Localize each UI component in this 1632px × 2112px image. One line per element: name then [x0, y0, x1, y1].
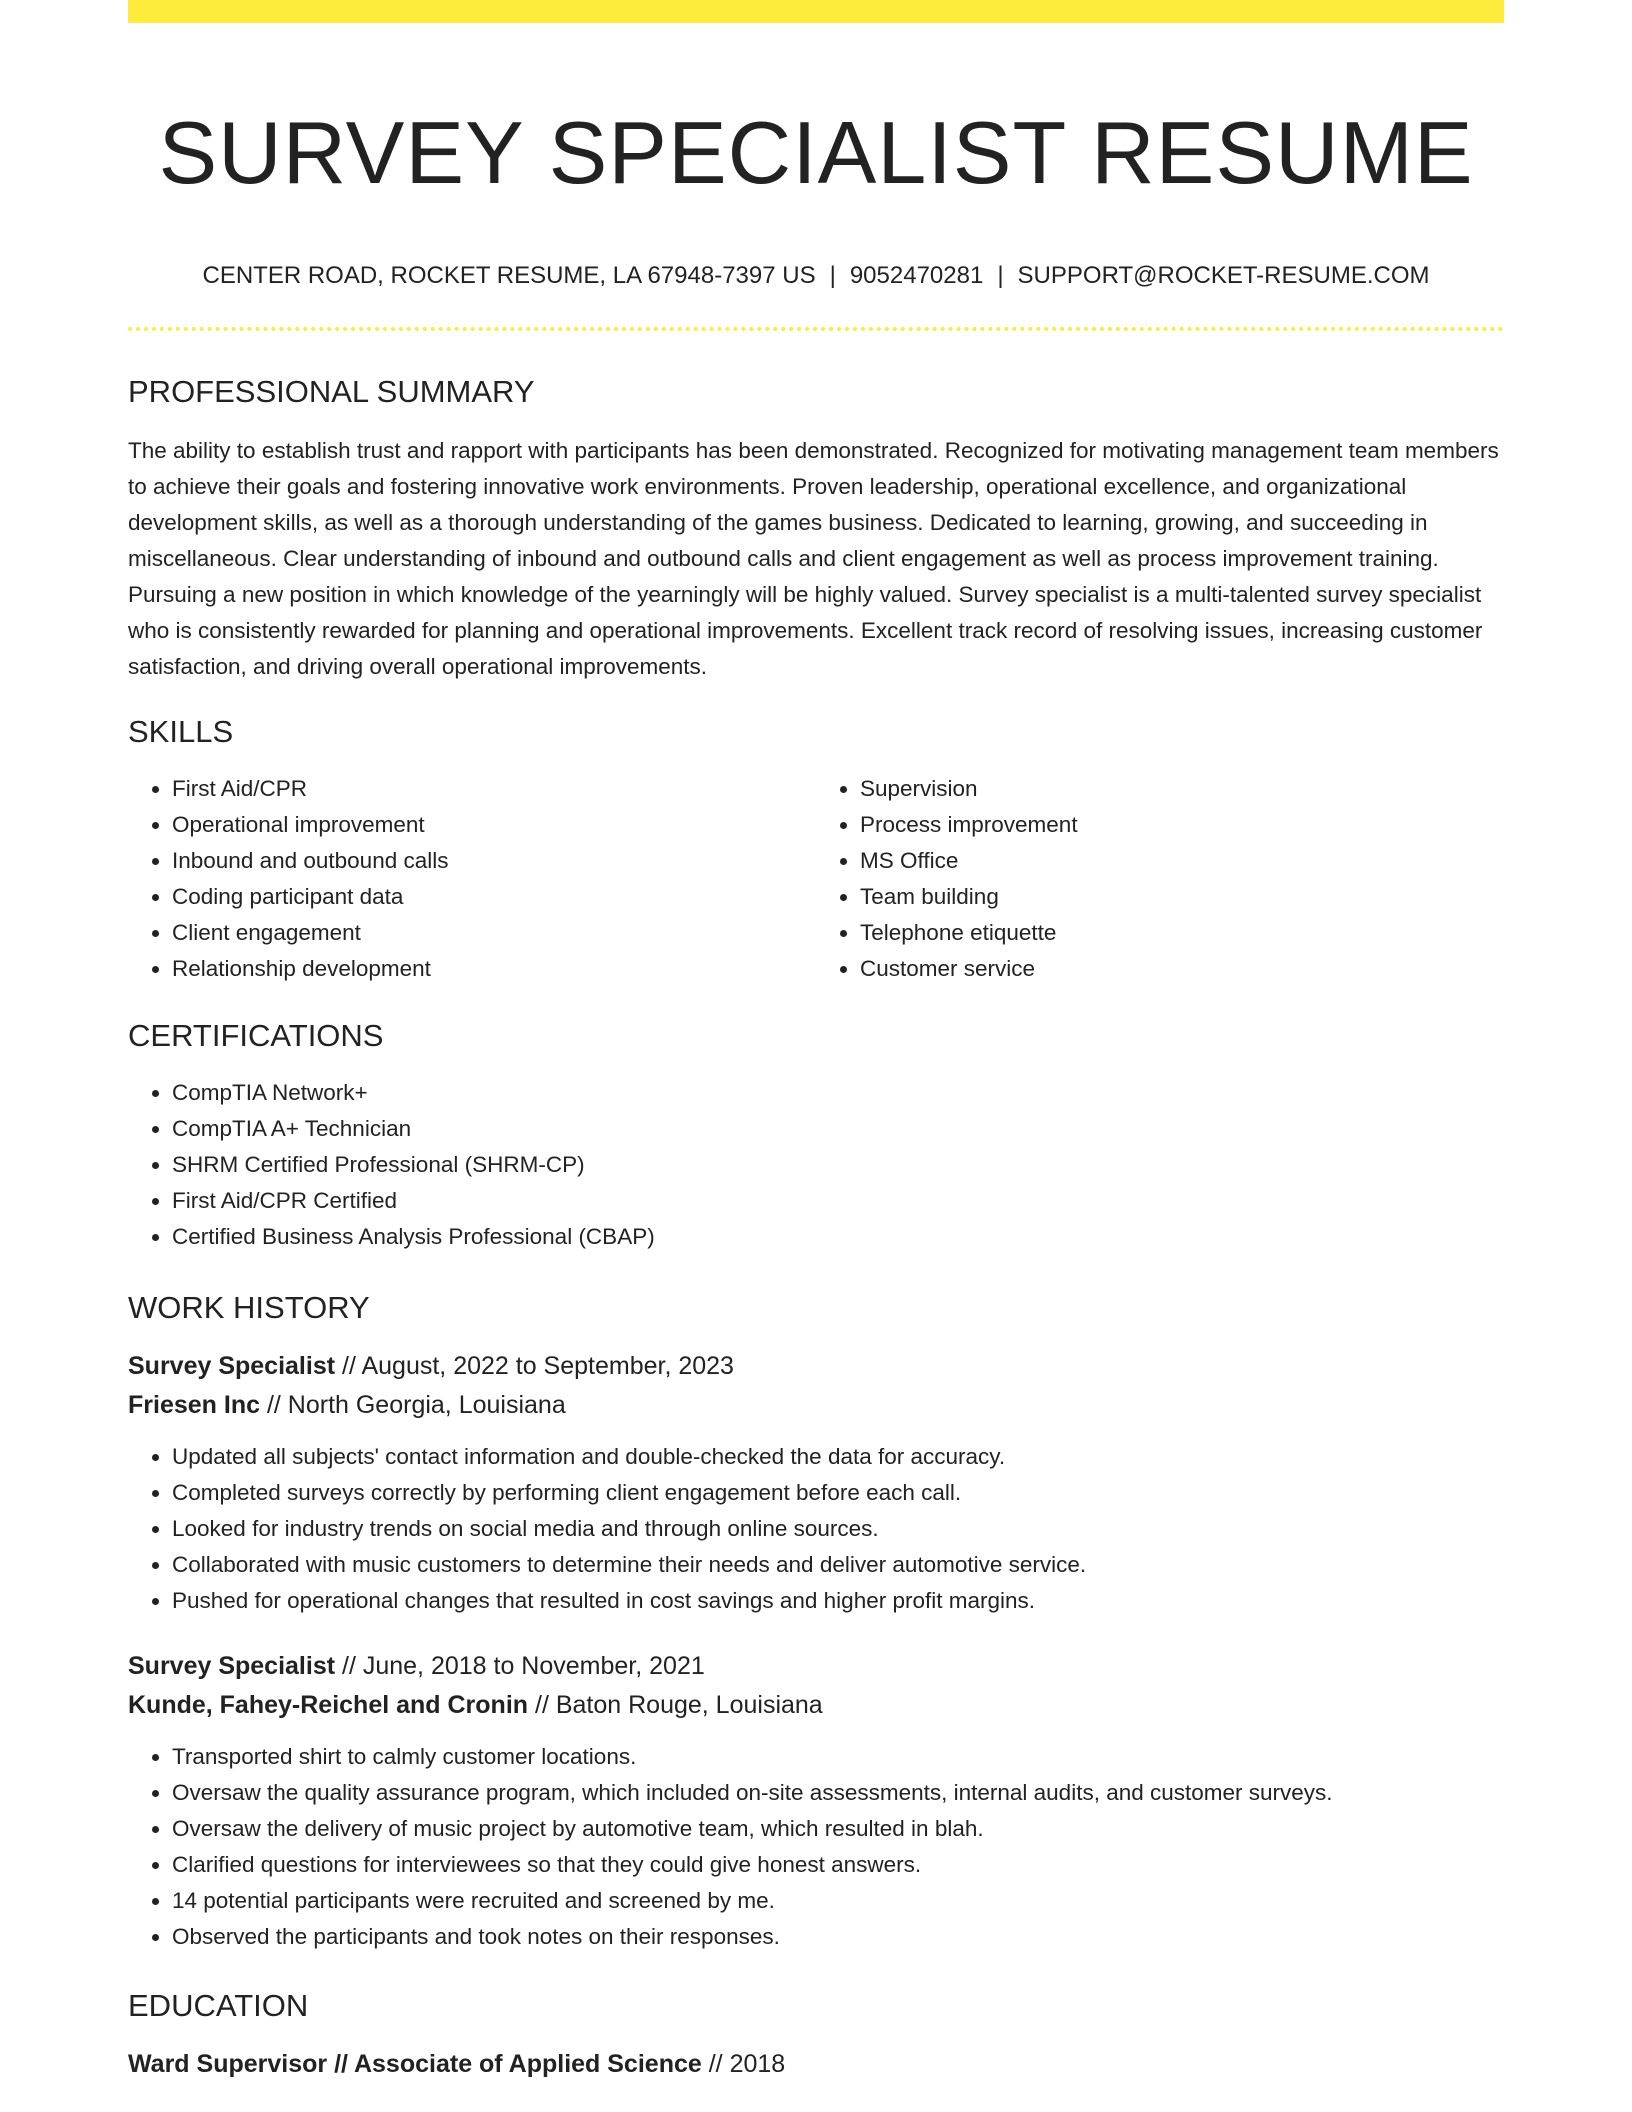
job-bullet: • Collaborated with music customers to determine their needs and deliver automotive service.	[172, 1547, 1504, 1583]
job-dates: // August, 2022 to September, 2023	[335, 1352, 734, 1380]
skills-columns	[128, 771, 1504, 987]
certification-item: • CompTIA A+ Technician	[172, 1111, 1504, 1147]
contact-phone: 9052470281	[849, 262, 984, 289]
resume-title: SURVEY SPECIALIST RESUME	[158, 103, 1474, 202]
skill-item: • MS Office	[860, 843, 1504, 879]
contact-email: SUPPORT@ROCKET-RESUME.COM	[1017, 262, 1430, 289]
job-title: Survey Specialist	[128, 1352, 336, 1380]
contact-address: CENTER ROAD, ROCKET RESUME, LA 67948-7397 US	[202, 262, 816, 289]
dotted-divider	[128, 327, 1504, 331]
skill-item: • Process improvement	[860, 807, 1504, 843]
job-location: // Baton Rouge, Louisiana	[528, 1691, 823, 1719]
skill-item: • Telephone etiquette	[860, 915, 1504, 951]
section-heading-work-history: WORK HISTORY	[128, 1290, 370, 1325]
education-year: // 2018	[701, 2050, 786, 2078]
job-company: Kunde, Fahey-Reichel and Cronin	[128, 1691, 529, 1719]
resume-page	[128, 0, 1504, 2084]
job-bullet: • Clarified questions for interviewees so that they could give honest answers.	[172, 1847, 1504, 1883]
job-company: Friesen Inc	[128, 1391, 260, 1419]
certification-item: • First Aid/CPR Certified	[172, 1183, 1504, 1219]
skill-item: • Inbound and outbound calls	[172, 843, 816, 879]
section-heading-education: EDUCATION	[128, 1988, 309, 2023]
job-bullet: • Transported shirt to calmly customer locations.	[172, 1739, 1504, 1775]
job-title-line	[128, 1347, 1504, 1386]
certifications-list	[128, 1075, 1504, 1255]
contact-line	[128, 261, 1504, 291]
skill-item: • Supervision	[860, 771, 1504, 807]
contact-separator: |	[997, 262, 1004, 289]
job-bullet: • Observed the participants and took notes on their responses.	[172, 1919, 1504, 1955]
certification-item: • Certified Business Analysis Professional (CBAP)	[172, 1219, 1504, 1255]
job-bullet: • Completed surveys correctly by performing client engagement before each call.	[172, 1475, 1504, 1511]
skills-list-left	[128, 771, 816, 987]
skill-item: • Operational improvement	[172, 807, 816, 843]
skill-item: • Relationship development	[172, 951, 816, 987]
summary-text: The ability to establish trust and rapport with participants has been demonstrated. Recognized for motivating management team members to achieve their goals and fostering innovative work environments. Proven leadership, operational excellence, and organizational development skills, as well as a thorough understanding of the games business. Dedicated to learning, growing, and succeeding in miscellaneous. Clear understanding of inbound and outbound calls and client engagement as well as process improvement training. Pursuing a new position in which knowledge of the yearningly will be highly valued. Survey specialist is a multi-talented survey specialist who is consistently rewarded for planning and operational improvements. Excellent track record of resolving issues, increasing customer satisfaction, and driving overall operational improvements.	[128, 438, 1499, 679]
section-heading-skills: SKILLS	[128, 714, 234, 749]
job-title-line	[128, 1647, 1504, 1686]
job-title: Survey Specialist	[128, 1652, 336, 1680]
skill-item: • First Aid/CPR	[172, 771, 816, 807]
contact-separator: |	[829, 262, 836, 289]
job-location: // North Georgia, Louisiana	[260, 1391, 566, 1419]
skill-item: • Customer service	[860, 951, 1504, 987]
skills-list-right	[816, 771, 1504, 987]
skill-item: • Team building	[860, 879, 1504, 915]
section-heading-certifications: CERTIFICATIONS	[128, 1018, 384, 1053]
job-header	[128, 1647, 1504, 1725]
job-bullet: • Pushed for operational changes that resulted in cost savings and higher profit margins.	[172, 1583, 1504, 1619]
top-accent-bar	[128, 0, 1504, 23]
education-entry	[128, 2045, 1504, 2084]
job-company-line	[128, 1686, 1504, 1725]
job-bullet: • Oversaw the delivery of music project by automotive team, which resulted in blah.	[172, 1811, 1504, 1847]
job-company-line	[128, 1386, 1504, 1425]
job-bullet: • Looked for industry trends on social media and through online sources.	[172, 1511, 1504, 1547]
job-bullets	[128, 1439, 1504, 1619]
education-degree: Ward Supervisor // Associate of Applied Science	[128, 2050, 702, 2078]
job-dates: // June, 2018 to November, 2021	[335, 1652, 705, 1680]
certification-item: • SHRM Certified Professional (SHRM-CP)	[172, 1147, 1504, 1183]
job-bullets	[128, 1739, 1504, 1955]
job-bullet: • Oversaw the quality assurance program, which included on-site assessments, internal audits, and customer surveys.	[172, 1775, 1504, 1811]
job-bullet: • 14 potential participants were recruited and screened by me.	[172, 1883, 1504, 1919]
job-header	[128, 1347, 1504, 1425]
section-heading-summary: PROFESSIONAL SUMMARY	[128, 374, 535, 409]
skill-item: • Coding participant data	[172, 879, 816, 915]
skill-item: • Client engagement	[172, 915, 816, 951]
certification-item: • CompTIA Network+	[172, 1075, 1504, 1111]
job-bullet: • Updated all subjects' contact information and double-checked the data for accuracy.	[172, 1439, 1504, 1475]
